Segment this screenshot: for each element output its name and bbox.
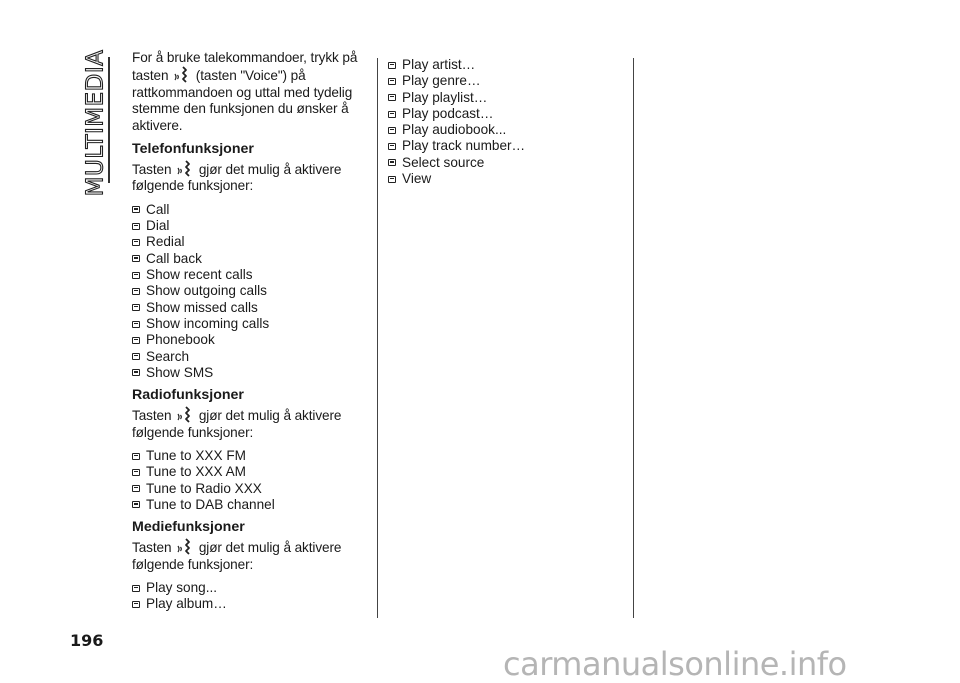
square-bullet-icon: [132, 353, 140, 360]
media-intro-end: gjør det mulig å aktivere følgende funksjoner:: [132, 540, 342, 572]
square-bullet-icon: [388, 143, 396, 150]
list-item: [132, 448, 360, 464]
list-item-label: Play audiobook...: [402, 122, 507, 138]
list-item-label: Show SMS: [146, 364, 214, 380]
list-item-label: Play album…: [146, 596, 227, 612]
list-item-label: Select source: [402, 154, 485, 170]
radio-intro-start: Tasten: [132, 408, 172, 424]
radio-intro: [132, 406, 360, 441]
radio-heading: Radiofunksjoner: [132, 387, 244, 404]
square-bullet-icon: [132, 223, 140, 230]
square-bullet-icon: [132, 501, 140, 508]
section-tab-rule: [108, 57, 110, 183]
media-function-list-part2: [388, 57, 620, 187]
voice-command-icon: [177, 406, 193, 424]
list-item-label: Search: [146, 348, 190, 364]
page-number: 196: [70, 631, 104, 650]
square-bullet-icon: [388, 111, 396, 118]
list-item: [132, 283, 360, 299]
list-item-label: Show outgoing calls: [146, 283, 267, 299]
media-heading: Mediefunksjoner: [132, 519, 245, 536]
list-item: [132, 218, 360, 234]
list-item-label: Redial: [146, 234, 185, 250]
watermark: carmanualsonline.info: [503, 645, 847, 683]
square-bullet-icon: [132, 239, 140, 246]
list-item: [132, 316, 360, 332]
telephone-intro-end: gjør det mulig å aktivere følgende funksjoner:: [132, 162, 342, 194]
list-item: [132, 202, 360, 218]
square-bullet-icon: [132, 321, 140, 328]
list-item-label: Show recent calls: [146, 267, 253, 283]
column-middle: [388, 57, 620, 193]
list-item: [388, 138, 620, 154]
list-item: [132, 497, 360, 513]
square-bullet-icon: [132, 485, 140, 492]
telephone-intro: [132, 160, 360, 195]
list-item: [132, 300, 360, 316]
list-item: [132, 580, 360, 596]
square-bullet-icon: [388, 176, 396, 183]
intro-text-end: (tasten "Voice") på rattkommandoen og uttal med tydelig stemme den funksjonen du ønsker å aktivere.: [132, 68, 353, 133]
intro-text-start: For å bruke talekommandoer, trykk på tasten: [132, 50, 358, 84]
media-intro: [132, 538, 360, 573]
list-item-label: Play playlist…: [402, 89, 488, 105]
list-item-label: Tune to XXX FM: [146, 447, 246, 463]
list-item: [388, 155, 620, 171]
square-bullet-icon: [388, 78, 396, 85]
radio-function-list: [132, 448, 360, 513]
square-bullet-icon: [388, 94, 396, 101]
list-item-label: Tune to XXX AM: [146, 464, 246, 480]
column-divider-2: [633, 58, 634, 618]
square-bullet-icon: [132, 272, 140, 279]
telephone-heading: Telefonfunksjoner: [132, 141, 254, 158]
square-bullet-icon: [132, 453, 140, 460]
list-item: [132, 267, 360, 283]
list-item: [388, 171, 620, 187]
list-item-label: Tune to DAB channel: [146, 496, 275, 512]
list-item: [132, 464, 360, 480]
voice-command-icon: [177, 160, 193, 178]
list-item: [388, 73, 620, 89]
square-bullet-icon: [132, 469, 140, 476]
list-item: [132, 251, 360, 267]
square-bullet-icon: [132, 601, 140, 608]
list-item: [132, 234, 360, 250]
square-bullet-icon: [132, 255, 140, 262]
telephone-intro-start: Tasten: [132, 162, 172, 178]
square-bullet-icon: [132, 369, 140, 376]
telephone-function-list: [132, 202, 360, 381]
list-item: [132, 332, 360, 348]
list-item: [388, 90, 620, 106]
list-item-label: Play artist…: [402, 57, 476, 72]
media-function-list-part1: [132, 580, 360, 613]
media-intro-start: Tasten: [132, 540, 172, 556]
list-item: [132, 349, 360, 365]
list-item-label: Show incoming calls: [146, 315, 270, 331]
list-item-label: Phonebook: [146, 332, 215, 348]
square-bullet-icon: [132, 288, 140, 295]
column-left: [132, 50, 360, 619]
square-bullet-icon: [132, 337, 140, 344]
voice-command-icon: [177, 538, 193, 556]
column-divider-1: [377, 58, 378, 618]
square-bullet-icon: [132, 206, 140, 213]
list-item-label: Call: [146, 201, 170, 217]
square-bullet-icon: [388, 62, 396, 69]
section-tab-label: MULTIMEDIA: [82, 49, 109, 196]
square-bullet-icon: [132, 585, 140, 592]
list-item: [388, 122, 620, 138]
list-item-label: Play song...: [146, 579, 218, 595]
list-item: [388, 57, 620, 73]
section-tab: [60, 49, 130, 196]
list-item-label: Call back: [146, 250, 202, 266]
list-item: [388, 106, 620, 122]
list-item-label: Play track number…: [402, 138, 526, 154]
list-item-label: Tune to Radio XXX: [146, 480, 262, 496]
list-item-label: Dial: [146, 218, 170, 234]
square-bullet-icon: [388, 159, 396, 166]
radio-intro-end: gjør det mulig å aktivere følgende funksjoner:: [132, 408, 342, 440]
list-item-label: Play genre…: [402, 73, 481, 89]
list-item: [132, 596, 360, 612]
list-item-label: Play podcast…: [402, 105, 494, 121]
square-bullet-icon: [388, 127, 396, 134]
voice-command-icon: [174, 66, 190, 84]
list-item: [132, 481, 360, 497]
list-item: [132, 365, 360, 381]
list-item-label: View: [402, 171, 432, 187]
square-bullet-icon: [132, 304, 140, 311]
intro-paragraph: [132, 50, 360, 134]
list-item-label: Show missed calls: [146, 299, 258, 315]
